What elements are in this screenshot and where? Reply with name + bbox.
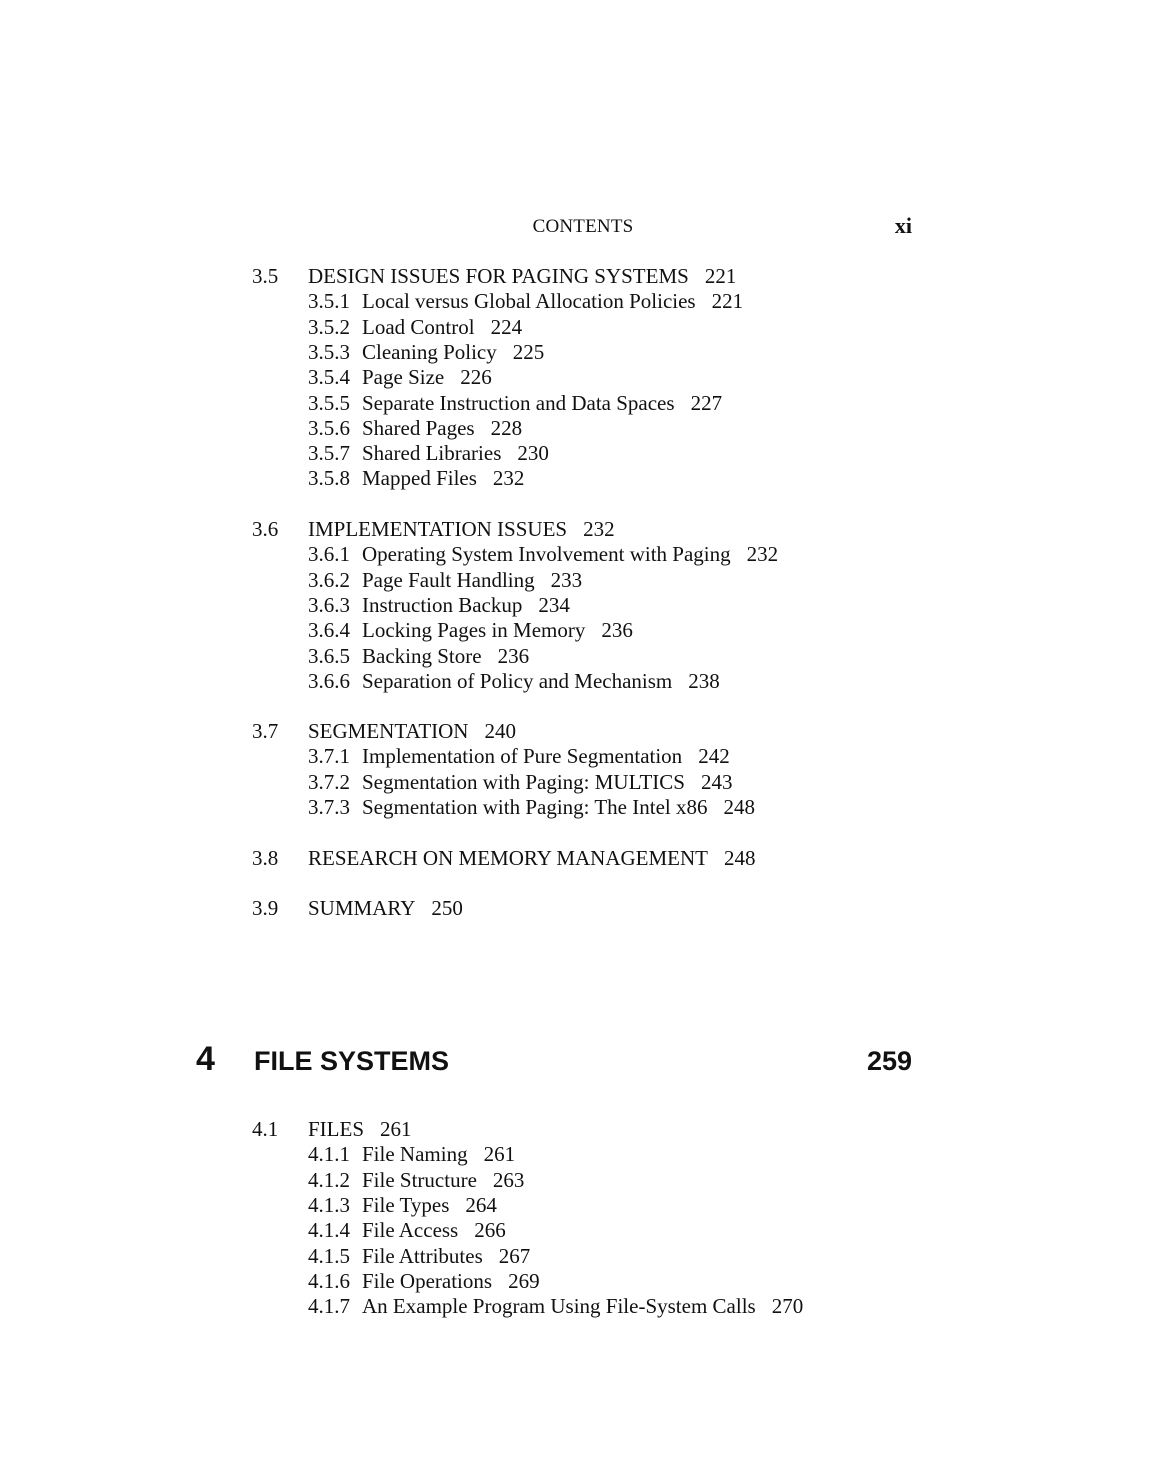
subsection-page: 261 — [483, 1142, 516, 1167]
running-title: CONTENTS — [532, 216, 634, 237]
subsection-title: Shared Pages — [362, 415, 475, 440]
subsection-title: Mapped Files — [362, 466, 477, 491]
subsection-page: 228 — [490, 415, 523, 440]
subsection-number: 4.1.4 — [308, 1218, 350, 1243]
section-title: IMPLEMENTATION ISSUES — [308, 517, 568, 541]
subsection-page: 230 — [517, 441, 549, 466]
subsection-number: 3.6.1 — [308, 542, 350, 567]
subsection-page: 236 — [601, 618, 633, 643]
subsection-page: 264 — [465, 1192, 497, 1217]
subsection-number: 3.6.3 — [308, 592, 350, 617]
section-number: 3.6 — [252, 517, 279, 541]
subsection-title: Page Size — [362, 365, 445, 390]
subsection-number: 3.7.3 — [308, 794, 350, 819]
section-number: 3.5 — [252, 264, 279, 288]
subsection-number: 3.5.8 — [308, 466, 350, 491]
subsection-number: 3.7.2 — [308, 769, 350, 794]
subsection-number: 3.5.5 — [308, 390, 350, 415]
chapter-title: FILE SYSTEMS — [254, 1046, 450, 1076]
subsection-title: File Naming — [362, 1142, 468, 1167]
subsection-title: Cleaning Policy — [362, 339, 497, 364]
section-number: 3.8 — [252, 846, 279, 870]
subsection-title: Separation of Policy and Mechanism — [362, 668, 673, 693]
subsection-number: 4.1.2 — [308, 1167, 350, 1192]
subsection-title: Segmentation with Paging: MULTICS — [362, 769, 685, 794]
subsection-page: 243 — [700, 769, 733, 794]
subsection-title: File Attributes — [362, 1243, 483, 1268]
section-title: FILES — [308, 1117, 365, 1141]
subsection-page: 263 — [492, 1167, 525, 1192]
subsection-page: 234 — [538, 592, 570, 617]
subsection-title: File Operations — [362, 1268, 493, 1293]
subsection-title: Shared Libraries — [362, 441, 502, 466]
subsection-title: Instruction Backup — [362, 592, 523, 617]
subsection-page: 238 — [688, 668, 720, 693]
subsection-page: 221 — [711, 289, 744, 314]
subsection-number: 3.5.2 — [308, 314, 350, 339]
subsection-page: 224 — [490, 314, 523, 339]
subsection-title: An Example Program Using File-System Calls — [362, 1294, 756, 1319]
subsection-number: 4.1.1 — [308, 1142, 350, 1167]
subsection-title: Operating System Involvement with Paging — [362, 542, 731, 567]
subsection-page: 232 — [492, 466, 525, 491]
running-header — [254, 213, 912, 241]
subsection-title: Separate Instruction and Data Spaces — [362, 390, 675, 415]
subsection-page: 267 — [498, 1243, 531, 1268]
subsection-number: 4.1.6 — [308, 1268, 350, 1293]
subsection-title: Backing Store — [362, 643, 482, 668]
subsection-number: 3.5.1 — [308, 289, 350, 314]
section-page: 232 — [583, 517, 615, 541]
subsection-title: Local versus Global Allocation Policies — [362, 289, 696, 314]
section-page: 221 — [704, 264, 737, 288]
section-number: 4.1 — [252, 1117, 279, 1141]
subsection-title: Locking Pages in Memory — [362, 618, 586, 643]
subsection-number: 3.6.2 — [308, 567, 350, 592]
subsection-page: 266 — [474, 1218, 506, 1243]
subsection-number: 3.6.5 — [308, 643, 350, 668]
section-title: SUMMARY — [308, 896, 416, 920]
section-number: 3.7 — [252, 719, 279, 743]
subsection-number: 3.5.6 — [308, 415, 350, 440]
section-title: DESIGN ISSUES FOR PAGING SYSTEMS — [308, 264, 689, 288]
section-title: RESEARCH ON MEMORY MANAGEMENT — [308, 846, 708, 870]
subsection-title: File Structure — [362, 1167, 477, 1192]
subsection-number: 3.5.7 — [308, 441, 350, 466]
subsection-page: 242 — [698, 744, 730, 769]
subsection-page: 248 — [723, 794, 755, 819]
subsection-page: 269 — [508, 1268, 540, 1293]
subsection-title: Load Control — [362, 314, 475, 339]
section-page: 250 — [431, 896, 463, 920]
subsection-number: 3.6.4 — [308, 618, 350, 643]
section-title: SEGMENTATION — [308, 719, 469, 743]
subsection-title: Implementation of Pure Segmentation — [362, 744, 683, 769]
subsection-page: 227 — [690, 390, 723, 415]
chapter-page: 259 — [866, 1046, 912, 1076]
subsection-number: 4.1.7 — [308, 1294, 350, 1319]
subsection-page: 236 — [497, 643, 530, 668]
subsection-number: 3.5.3 — [308, 339, 350, 364]
section-page: 261 — [380, 1117, 412, 1141]
subsection-page: 226 — [460, 365, 492, 390]
subsection-number: 3.7.1 — [308, 744, 350, 769]
subsection-title: File Types — [362, 1192, 450, 1217]
chapter-heading[interactable] — [196, 1040, 912, 1084]
subsection-number: 3.5.4 — [308, 365, 350, 390]
subsection-number: 4.1.3 — [308, 1192, 350, 1217]
chapter-number: 4 — [196, 1040, 215, 1078]
section-page: 248 — [724, 846, 756, 870]
section-number: 3.9 — [252, 896, 279, 920]
subsection-title: Page Fault Handling — [362, 567, 535, 592]
subsection-page: 270 — [771, 1294, 804, 1319]
subsection-title: File Access — [362, 1218, 459, 1243]
page-number: xi — [894, 213, 912, 238]
subsection-title: Segmentation with Paging: The Intel x86 — [362, 794, 708, 819]
subsection-number: 3.6.6 — [308, 668, 350, 693]
subsection-page: 232 — [746, 542, 779, 567]
subsection-number: 4.1.5 — [308, 1243, 350, 1268]
section-page: 240 — [484, 719, 516, 743]
subsection-page: 225 — [512, 339, 545, 364]
subsection-page: 233 — [550, 567, 583, 592]
